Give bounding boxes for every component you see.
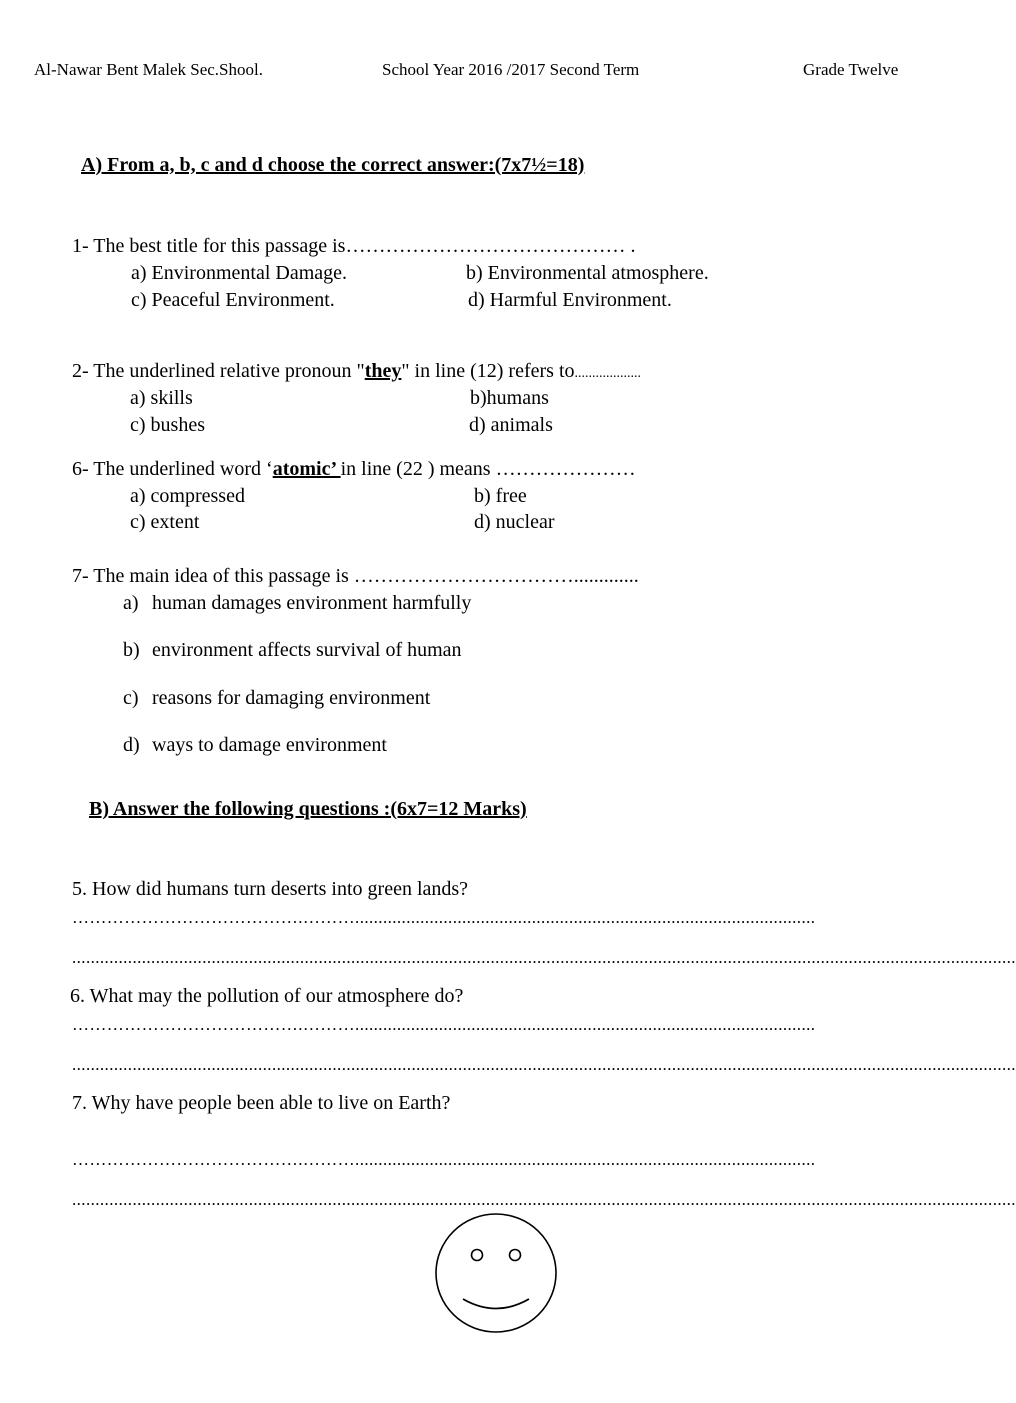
q7-option-d: ways to damage environment	[152, 734, 387, 756]
school-name: Al-Nawar Bent Malek Sec.Shool.	[34, 60, 263, 79]
q2-option-d: d) animals	[469, 414, 553, 436]
q1-option-a: a) Environmental Damage.	[131, 262, 348, 284]
q7-option-d-letter: d)	[123, 734, 140, 756]
question-b6: 6. What may the pollution of our atmosphere do?	[70, 985, 464, 1007]
q6-option-a: a) compressed	[130, 485, 245, 507]
q7-option-b: environment affects survival of human	[152, 639, 462, 661]
answer-line-b5-2[interactable]: ...........................................................................................................................................................................................................	[72, 948, 1016, 967]
q2-stem-post: " in line (12) refers to	[401, 360, 575, 382]
q2-stem-pre: 2- The underlined relative pronoun "	[72, 360, 365, 382]
q6-option-b: b) free	[474, 485, 527, 507]
q2-underlined-word: they	[364, 360, 402, 382]
grade-label: Grade Twelve	[803, 60, 899, 79]
school-year: School Year 2016 /2017 Second Term	[382, 60, 640, 79]
question-b5: 5. How did humans turn deserts into green lands?	[72, 878, 469, 900]
q6-option-c: c) extent	[130, 511, 200, 533]
section-b-title: B) Answer the following questions :(6x7=12 Marks)	[89, 798, 527, 820]
q6-option-d: d) nuclear	[474, 511, 555, 533]
answer-line-b7-1[interactable]: ………………………………….………...................................................................................................	[72, 1150, 816, 1169]
q6-stem-post: in line (22 ) means …………………	[340, 458, 636, 480]
answer-line-b5-1[interactable]: ………………………………….………...................................................................................................	[72, 908, 816, 927]
q7-option-a-letter: a)	[123, 592, 139, 614]
question-7-stem: 7- The main idea of this passage is …………………………….............	[72, 565, 639, 587]
q2-stem-dots: ...................	[574, 366, 641, 381]
question-2-stem	[72, 360, 641, 383]
q2-option-b: b)humans	[470, 387, 549, 409]
q7-option-b-letter: b)	[123, 639, 140, 661]
question-1-stem: 1- The best title for this passage is…………………………………… .	[72, 235, 636, 257]
question-b7: 7. Why have people been able to live on Earth?	[72, 1092, 451, 1114]
q7-option-c-letter: c)	[123, 687, 139, 709]
smiley-face-icon	[432, 1212, 560, 1336]
q2-option-c: c) bushes	[130, 414, 205, 436]
q7-option-c: reasons for damaging environment	[152, 687, 431, 709]
section-a-title: A) From a, b, c and d choose the correct answer:(7x7½=18)	[81, 154, 585, 176]
answer-line-b7-2[interactable]: ...........................................................................................................................................................................................................	[72, 1190, 1016, 1209]
answer-line-b6-2[interactable]: ...........................................................................................................................................................................................................	[72, 1055, 1016, 1074]
q1-option-d: d) Harmful Environment.	[468, 289, 672, 311]
question-6-stem	[72, 458, 636, 481]
q1-option-c: c) Peaceful Environment.	[131, 289, 335, 311]
q2-option-a: a) skills	[130, 387, 193, 409]
q6-stem-pre: 6- The underlined word ‘	[72, 458, 273, 480]
q6-underlined-word: atomic’	[272, 458, 341, 480]
q1-option-b: b) Environmental atmosphere.	[466, 262, 709, 284]
q7-option-a: human damages environment harmfully	[152, 592, 472, 614]
answer-line-b6-1[interactable]: ………………………………….………...................................................................................................	[72, 1015, 816, 1034]
